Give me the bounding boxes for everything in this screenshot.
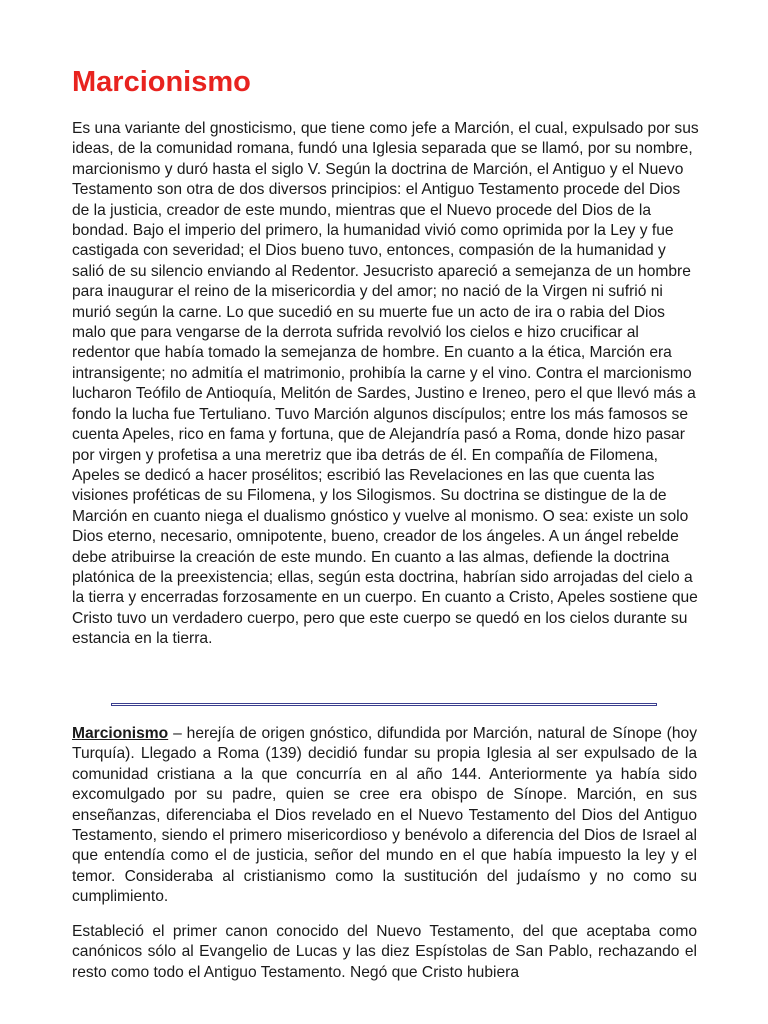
canon-paragraph: Estableció el primer canon conocido del Nuevo Testamento, del que aceptaba como canónicos sólo al Evangelio de Lucas y las diez Espístolas de San Pablo, rechazando el resto como todo el Antiguo Testamento. Negó que Cristo hubiera bbox=[72, 923, 697, 981]
definition-text: – herejía de origen gnóstico, difundida por Marción, natural de Sínope (hoy Turquía). Llegado a Roma (139) decidió fundar su propia Iglesia al ser expulsado de la comunidad cristiana a la que concurría en al año 144. Anteriormente ya había sido excomulgado por su padre, quien se cree era obispo de Sínope. Marción, en sus enseñanzas, diferenciaba el Dios revelado en el Nuevo Testamento del Dios del Antiguo Testamento, siendo el primero misericordioso y benévolo a diferencia del Dios de Israel al que entendía como el de justicia, señor del mundo en el que había impuesto la ley y el temor. Consideraba al cristianismo como la sustitución del judaísmo y no como su cumplimiento. bbox=[72, 725, 697, 906]
intro-paragraph: Es una variante del gnosticismo, que tiene como jefe a Marción, el cual, expulsado por sus ideas, de la comunidad romana, fundó una Iglesia separada que se llamó, por su nombre, marcionismo y duró hasta el siglo V. Según la doctrina de Marción, el Antiguo y el Nuevo Testamento son otra de dos diversos principios: el Antiguo Testamento procede del Dios de la justicia, creador de este mundo, mientras que el Nuevo procede del Dios de la bondad. Bajo el imperio del primero, la humanidad vivió como oprimida por la Ley y fue castigada con severidad; el Dios bueno tuvo, entonces, compasión de la humanidad y salió de su silencio enviando al Redentor. Jesucristo apareció a semejanza de un hombre para inaugurar el reino de la misericordia y del amor; no nació de la Virgen ni sufrió ni murió según la carne. Lo que sucedió en su muerte fue un acto de ira o rabia del Dios malo que para vengarse de la derrota sufrida revolvió los cielos e hizo crucificar al redentor que había tomado la semejanza de hombre. En cuanto a la ética, Marción era intransigente; no admitía el matrimonio, prohibía la carne y el vino. Contra el marcionismo lucharon Teófilo de Antioquía, Melitón de Sardes, Justino e Ireneo, pero el que llevó más a fondo la lucha fue Tertuliano. Tuvo Marción algunos discípulos; entre los más famosos se cuenta Apeles, rico en fama y fortuna, que de Alejandría pasó a Roma, donde hizo pasar por virgen y profetisa a una meretriz que iba detrás de él. En compañía de Filomena, Apeles se dedicó a hacer prosélitos; escribió las Revelaciones en las que cuenta las visiones proféticas de su Filomena, y los Silogismos. Su doctrina se distingue de la de Marción en cuanto niega el dualismo gnóstico y vuelve al monismo. O sea: existe un solo Dios eterno, necesario, omnipotente, bueno, creador de los ángeles. A un ángel rebelde debe atribuirse la creación de este mundo. En cuanto a las almas, defiende la doctrina platónica de la preexistencia; ellas, según esta doctrina, habrían sido arrojadas del cielo a la tierra y encerradas forzosamente en un cuerpo. En cuanto a Cristo, Apeles sostiene que Cristo tuvo un verdadero cuerpo, pero que este cuerpo se quedó en los cielos durante su estancia en la tierra. bbox=[72, 120, 699, 648]
page-title: Marcionismo bbox=[72, 66, 251, 98]
section-divider bbox=[111, 703, 657, 706]
definition-term: Marcionismo bbox=[72, 725, 169, 742]
definition-paragraph bbox=[72, 724, 697, 908]
